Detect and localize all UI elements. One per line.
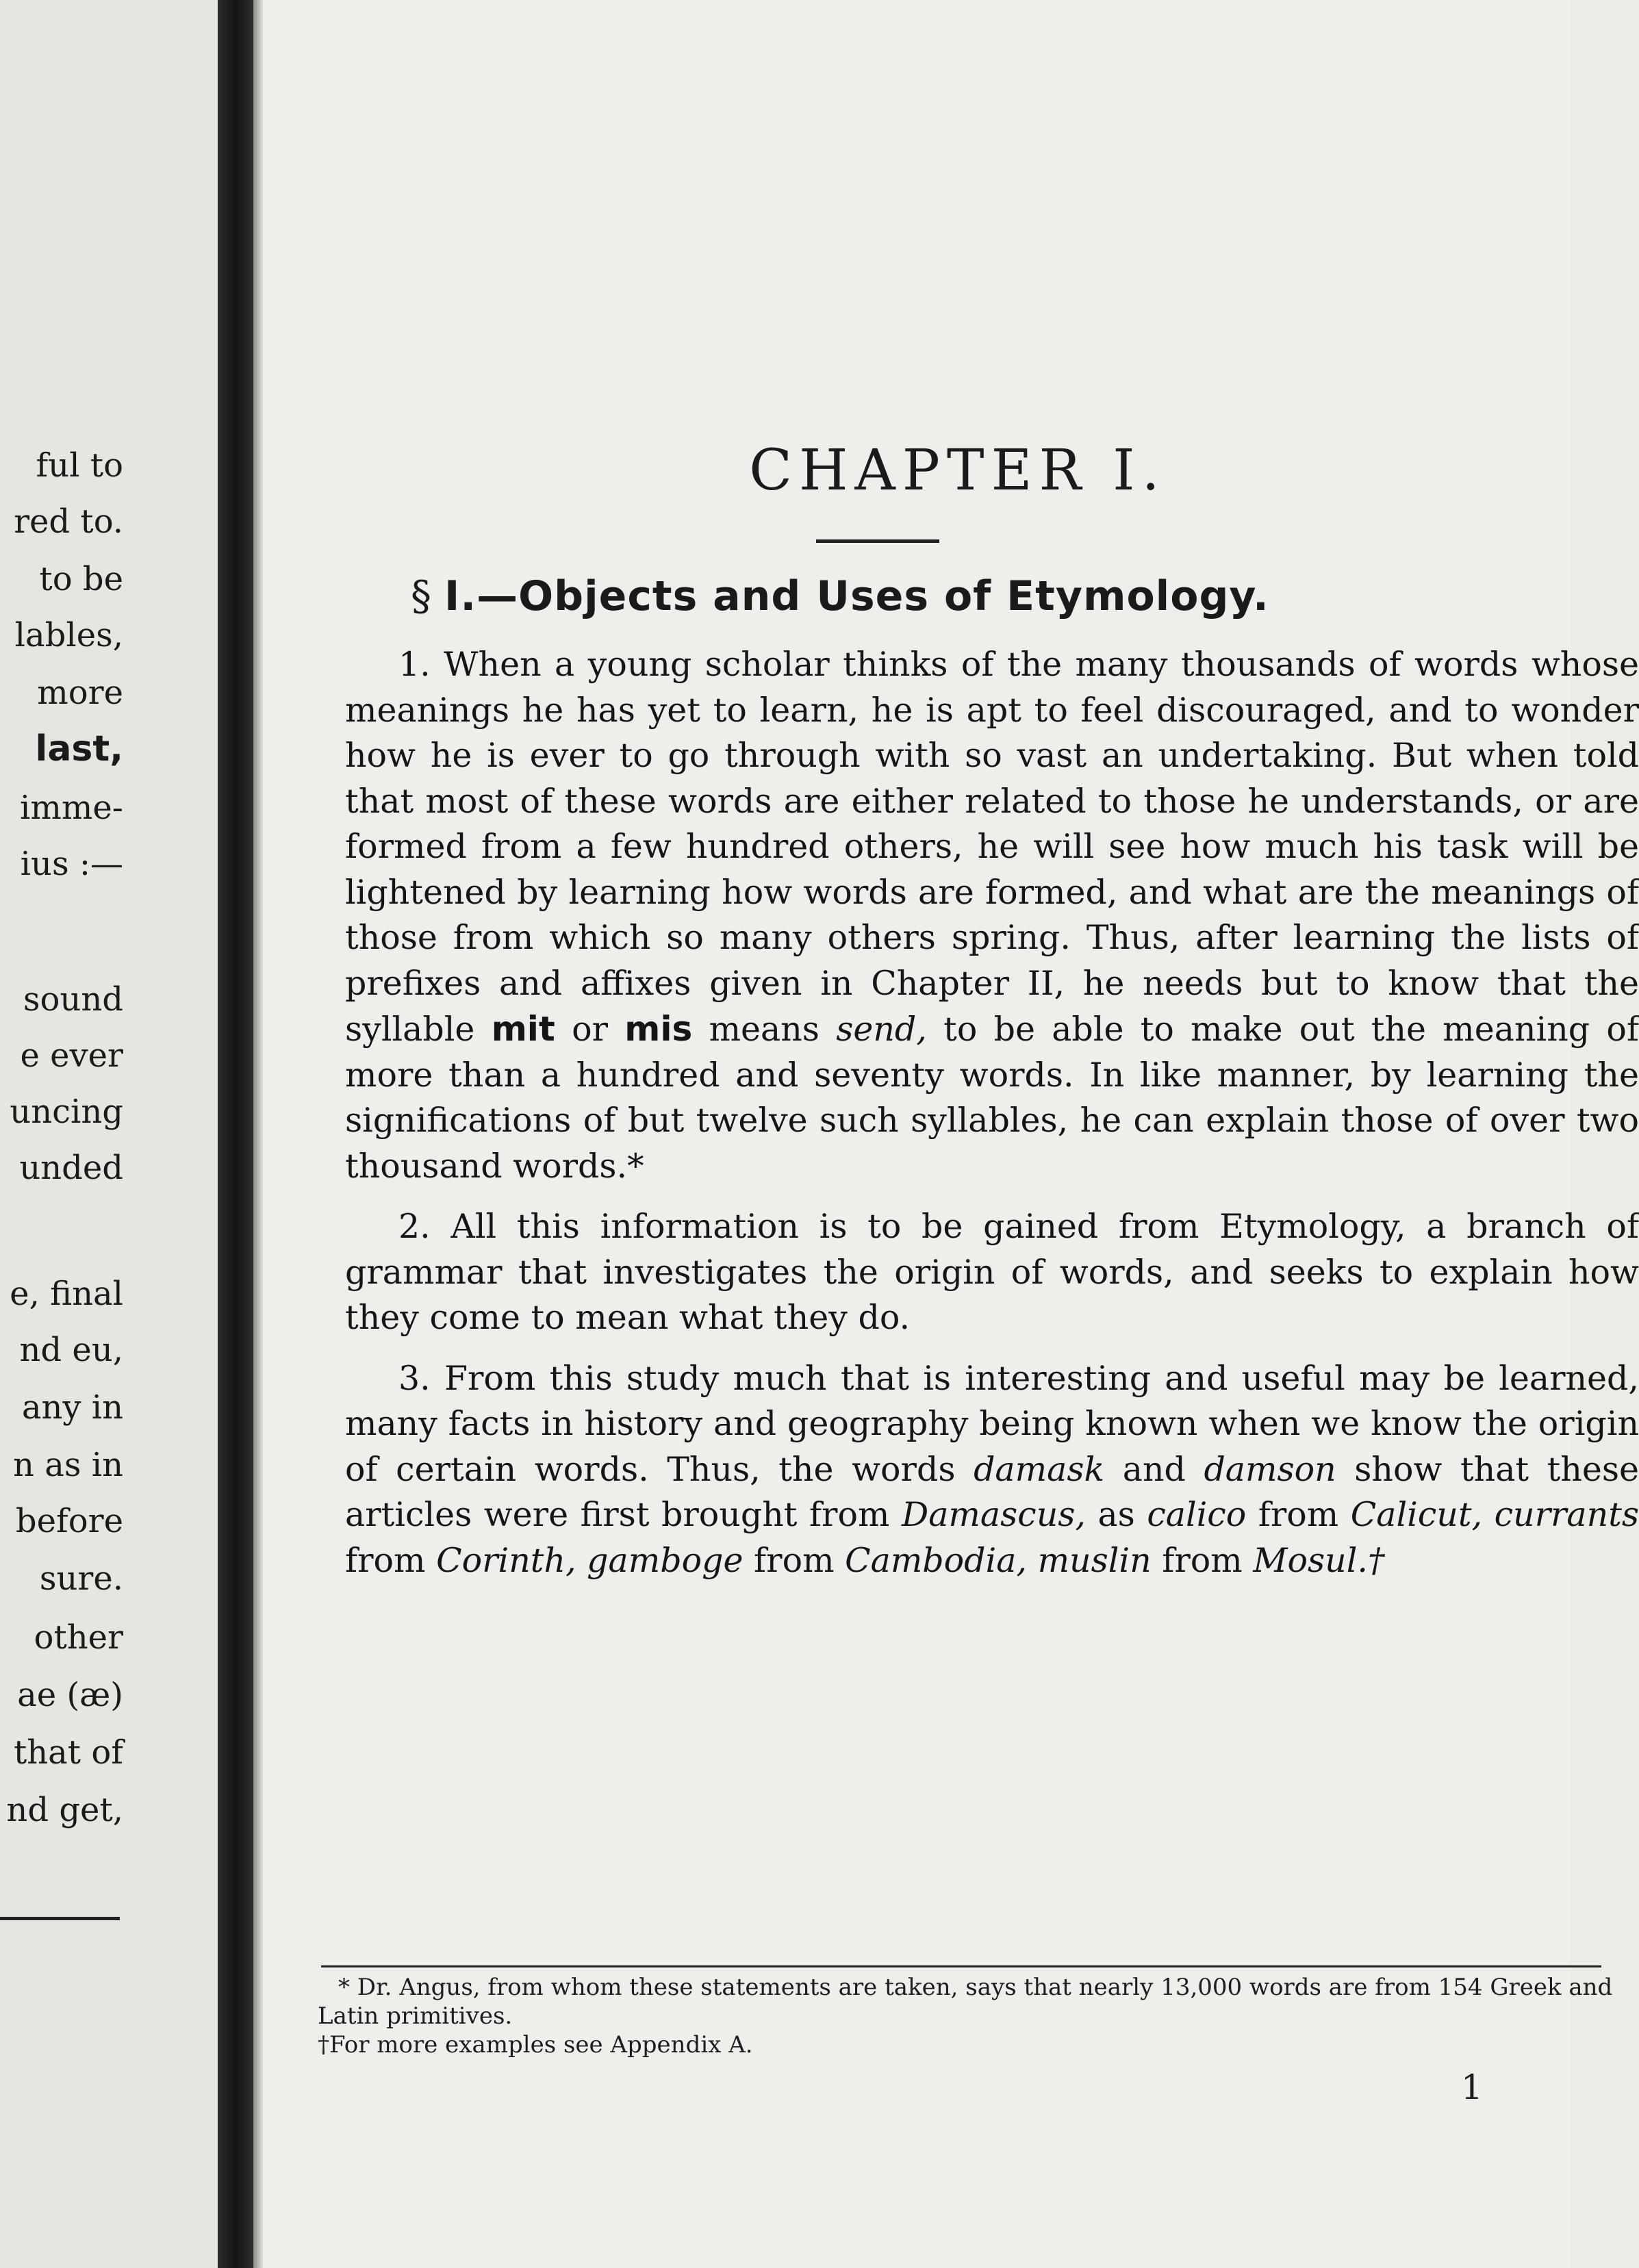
paragraph-3 — [345, 1356, 1639, 1584]
paragraph-text: means — [709, 1010, 820, 1049]
paragraph-text: 3. From this study much that is interesting and useful may be learned, many facts in history and geography being known when we know the origin of certain words. Thus, the words — [345, 1358, 1639, 1489]
page-number: 1 — [1461, 2067, 1483, 2107]
facing-line: ius :— — [20, 845, 123, 883]
facing-line: unded — [19, 1149, 123, 1187]
book-page — [263, 0, 1639, 2268]
page-gutter — [253, 0, 263, 2268]
italic-word: currants — [1494, 1495, 1639, 1534]
italic-word: damson — [1204, 1449, 1336, 1489]
facing-line: other — [34, 1618, 123, 1657]
facing-line: before — [15, 1502, 123, 1540]
footnotes — [318, 1973, 1618, 2059]
paragraph-2: 2. All this information is to be gained from Etymology, a branch of grammar that investigates the origin of words, and seeks to explain how they come to mean what they do. — [345, 1207, 1639, 1337]
italic-word: Calicut, — [1350, 1495, 1483, 1534]
facing-line: nd eu, — [19, 1331, 123, 1369]
facing-line: uncing — [10, 1093, 123, 1131]
facing-line: imme- — [19, 789, 123, 827]
section-symbol: § — [411, 572, 432, 620]
facing-page-left — [0, 0, 218, 2268]
footnote-1: * Dr. Angus, from whom these statements are taken, says that nearly 13,000 words are from 154 Greek and Latin primitives. — [318, 1974, 1613, 2030]
facing-line: lables, — [14, 616, 123, 654]
italic-word: gamboge — [587, 1540, 744, 1580]
facing-line: e ever — [20, 1036, 123, 1075]
italic-word: muslin — [1037, 1540, 1152, 1580]
keyword-mis: mis — [624, 1009, 693, 1049]
italic-word: calico — [1147, 1495, 1247, 1534]
paragraph-text: from — [1258, 1495, 1339, 1534]
facing-line: e, final — [10, 1275, 123, 1313]
chapter-rule — [816, 539, 939, 543]
facing-line: that of — [13, 1733, 123, 1772]
paragraph-text: and — [1122, 1449, 1186, 1489]
paragraph-text: 1. When a young scholar thinks of the many thousands of words whose meanings he has yet to learn, he is apt to feel discouraged, and to wonder how he is ever to go through with so vast an undertaking. But when told that most of these words are either related to those he understands, or are formed from a few hundred others, he will see how much his task will be lightened by learning how words are formed, and what are the meanings of those from which so many others spring. Thus, after learning the lists of prefixes and affixes given in Chapter II, he needs but to know that the syllable — [345, 645, 1639, 1049]
italic-word: Damascus, — [901, 1495, 1086, 1534]
paragraph-1 — [345, 642, 1639, 1189]
paragraph-text: to be able to make out the meaning of more than a hundred and seventy words. In like manner, by learning the significations of but twelve such syllables, he can explain those of over two thousand words.* — [345, 1010, 1639, 1186]
paragraph-text: show that these articles were first brought from — [345, 1449, 1639, 1534]
italic-word: Mosul.† — [1253, 1540, 1385, 1580]
paragraph-text: or — [572, 1010, 609, 1049]
facing-line: any in — [21, 1388, 123, 1427]
facing-line: more — [37, 674, 123, 712]
paragraph-text: from — [1162, 1540, 1243, 1580]
italic-word: Cambodia, — [845, 1540, 1028, 1580]
italic-word: send, — [836, 1010, 927, 1049]
footnote-2: †For more examples see Appendix A. — [318, 2031, 753, 2059]
facing-line: nd get, — [6, 1791, 123, 1829]
facing-line: sound — [23, 980, 123, 1019]
footnote-rule — [321, 1965, 1601, 1967]
facing-line: n as in — [13, 1446, 123, 1484]
facing-line: red to. — [14, 502, 123, 541]
italic-word: damask — [974, 1449, 1105, 1489]
section-title: I.—Objects and Uses of Etymology. — [444, 572, 1269, 620]
italic-word: Corinth, — [436, 1540, 576, 1580]
facing-line: last, — [35, 728, 123, 769]
chapter-heading: CHAPTER I. — [749, 438, 1167, 503]
paragraph-text: as — [1097, 1495, 1135, 1534]
book-spine — [218, 0, 253, 2268]
facing-line: to be — [39, 560, 123, 598]
facing-line: ae (æ) — [17, 1676, 123, 1714]
facing-line: ful to — [36, 446, 123, 485]
keyword-mit: mit — [491, 1009, 555, 1049]
body-text — [345, 642, 1639, 1598]
facing-footnote-rule — [0, 1917, 120, 1920]
paragraph-text: from — [754, 1540, 835, 1580]
paragraph-text: from — [345, 1540, 426, 1580]
facing-line: sure. — [39, 1559, 123, 1598]
section-heading — [411, 572, 1575, 620]
